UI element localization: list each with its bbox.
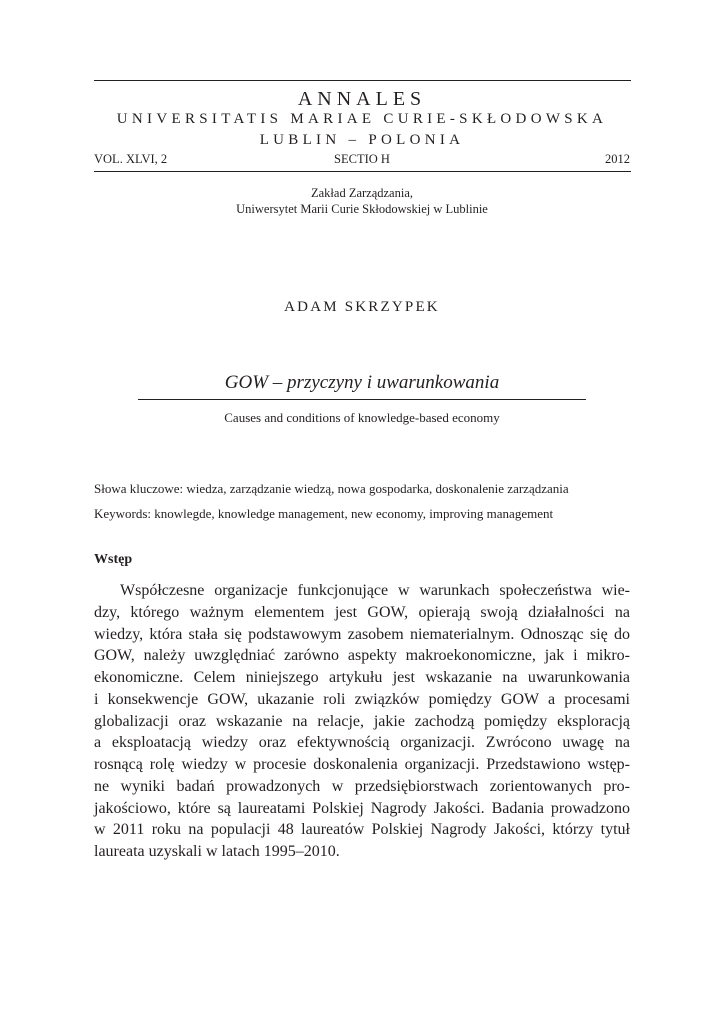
article-subtitle: Causes and conditions of knowledge-based economy [224, 410, 500, 425]
publication-year: 2012 [605, 152, 630, 166]
body-line: jakościowo, które są laureatami Polskiej Nagrody Jakości. Badania prowadzono [94, 799, 630, 817]
keywords-english: Keywords: knowlegde, knowledge management, new economy, improving management [94, 506, 554, 521]
body-line: i konsekwencje GOW, ukazanie roli związków pomiędzy GOW a procesami [94, 690, 630, 708]
body-line: wiedzy, która stała się podstawowym zasobem niematerialnym. Odnosząc się do [94, 625, 630, 643]
header-top-rule [94, 80, 631, 81]
volume-number: VOL. XLVI, 2 [94, 152, 168, 166]
body-line: laureata uzyskali w latach 1995–2010. [94, 843, 340, 860]
body-line: Współczesne organizacje funkcjonujące w warunkach społeczeństwa wie- [120, 582, 630, 599]
body-line: a eksploatacją wiedzy oraz efektywnością organizacji. Zwrócono uwagę na [94, 734, 630, 752]
body-line: rosnącą rolę wiedzy w procesie doskonalenia organizacji. Przedstawiono wstęp- [94, 756, 630, 773]
university-name: UNIVERSITATIS MARIAE CURIE-SKŁODOWSKA [116, 111, 608, 127]
author-name: ADAM SKRZYPEK [284, 299, 440, 315]
journal-location: LUBLIN – POLONIA [259, 132, 465, 148]
header-bottom-rule [94, 171, 631, 172]
article-title: GOW – przyczyny i uwarunkowania [224, 372, 500, 393]
journal-section: SECTIO H [334, 152, 390, 166]
body-line: globalizacji oraz wskazanie na relacje, jakie zachodzą pomiędzy eksploracją [94, 712, 630, 730]
body-line: ne wyniki badań prowadzonych w przedsiębiorstwach zorientowanych pro- [94, 777, 630, 795]
keywords-polish: Słowa kluczowe: wiedza, zarządzanie wiedzą, nowa gospodarka, doskonalenie zarządzania [94, 481, 569, 496]
section-heading: Wstęp [94, 552, 133, 567]
body-paragraph [94, 580, 630, 863]
title-rule [138, 399, 586, 400]
body-line: ekonomiczne. Celem niniejszego artykułu jest wskazanie na uwarunkowania [94, 669, 630, 686]
affiliation-department: Zakład Zarządzania, [310, 186, 413, 200]
journal-title: ANNALES [297, 88, 427, 110]
affiliation-university: Uniwersytet Marii Curie Skłodowskiej w Lublinie [236, 202, 488, 216]
body-line: dzy, którego ważnym elementem jest GOW, opierają swoją działalności na [94, 603, 630, 621]
body-line: GOW, należy uwzględniać zarówno aspekty makroekonomiczne, jak i mikro- [94, 647, 630, 665]
body-line: w 2011 roku na populacji 48 laureatów Polskiej Nagrody Jakości, którzy tytuł [94, 821, 630, 839]
